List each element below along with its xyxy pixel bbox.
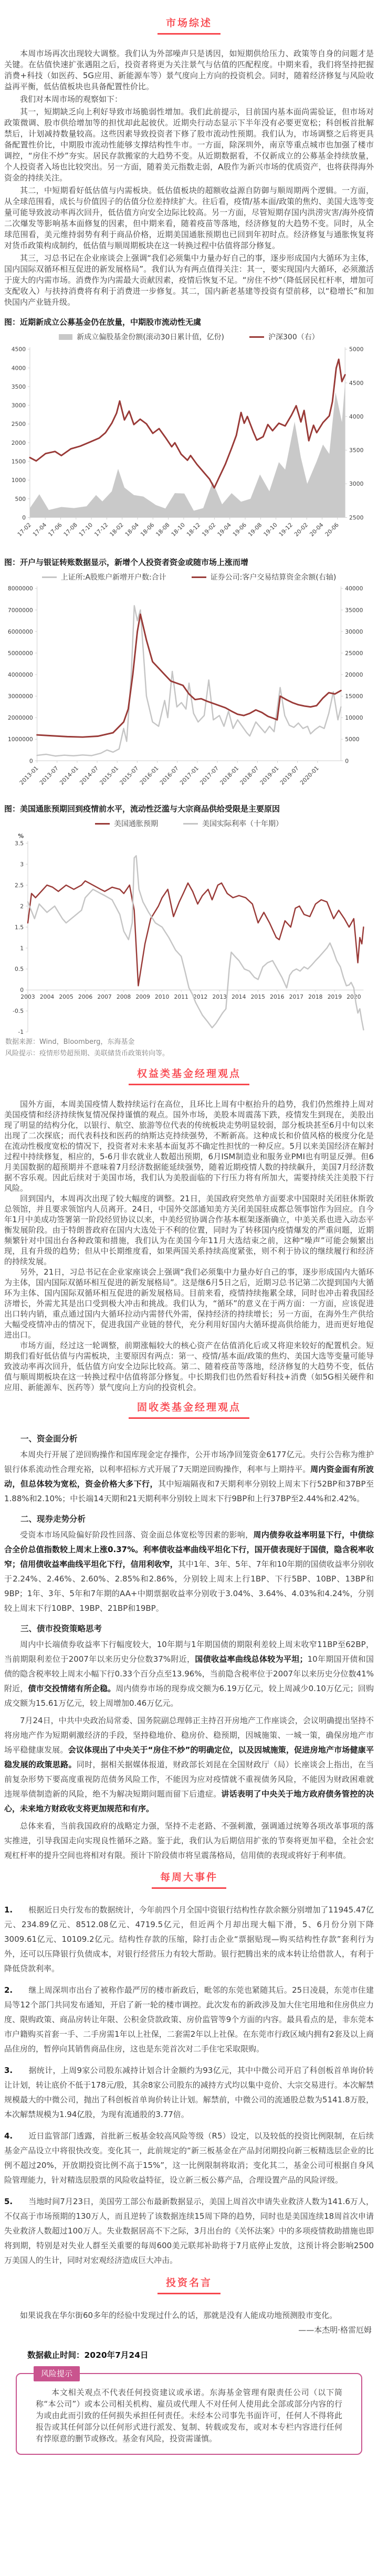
svg-text:2015-01: 2015-01 xyxy=(98,765,120,787)
svg-text:2009: 2009 xyxy=(135,993,150,1000)
svg-text:2010: 2010 xyxy=(154,993,170,1000)
legend-label: 沪深300（右） xyxy=(268,333,319,341)
svg-text:1: 1 xyxy=(20,945,24,952)
legend-item xyxy=(42,572,166,582)
svg-text:20-02: 20-02 xyxy=(292,521,310,538)
equity-view-section xyxy=(4,1099,374,1393)
svg-text:2011: 2011 xyxy=(174,993,188,1000)
svg-text:4500: 4500 xyxy=(11,346,26,353)
svg-text:2012: 2012 xyxy=(193,993,208,1000)
svg-text:2000: 2000 xyxy=(11,439,26,446)
event-number: 2. xyxy=(4,1985,13,1995)
svg-text:-0.5: -0.5 xyxy=(13,1008,24,1015)
svg-text:19-08: 19-08 xyxy=(247,521,264,538)
chart-plot xyxy=(4,584,374,795)
svg-text:25000: 25000 xyxy=(345,650,363,657)
event-number: 4. xyxy=(4,2131,13,2141)
svg-text:2008: 2008 xyxy=(116,993,131,1000)
svg-text:1500: 1500 xyxy=(11,458,26,465)
svg-text:19-04: 19-04 xyxy=(216,521,233,538)
legend-item xyxy=(183,818,283,829)
svg-text:2015: 2015 xyxy=(250,993,265,1000)
event-number: 5. xyxy=(4,2197,13,2207)
svg-text:4500: 4500 xyxy=(349,379,364,387)
svg-text:500: 500 xyxy=(15,495,26,503)
svg-text:2019-01: 2019-01 xyxy=(258,765,280,787)
svg-text:18-04: 18-04 xyxy=(123,521,141,538)
svg-text:4000: 4000 xyxy=(349,413,364,420)
paragraph: 我们对本周市场的观察如下： xyxy=(20,94,123,104)
svg-text:1000000: 1000000 xyxy=(7,736,33,743)
svg-text:2018-01: 2018-01 xyxy=(218,765,240,787)
legend-swatch xyxy=(42,576,57,578)
event-text: 当地时间7月23日，美国劳工部公布最新数据显示，美国上周首次申请失业救济人数为141.6万人，不仅高于市场预期的130万人，而且逆转了该数据连续15周下降的趋势，同时也是美国连续18周首次申请失业救济人数超过100万人。失业数据居高不下之际，3月出台的《关怀法案》中的多项疫情救助措施也即将到期，特别是对失业人群至关重要的每周600美元联邦补助将于7月底停止发放，这预计将会影响2500万美国人的生计，同时对宏观经济造成巨大冲击。 xyxy=(4,2197,374,2265)
event-text: 根据近日央行发布的数据统计，今年前四个月全国中资银行结构性存款余额分别增加了11945.47亿元、234.89亿元、8512.08亿元、4719.5亿元，但近两个月却出现大幅下滑，5、6月份分别下降3009.61亿元、10109.2亿元。结构性存款的压缩，除打击企业“票据贴现—购买结构性存款”套利行为外，还可以压降银行负债成本，对银行经营压力有较大帮助。银行把腾出来的成本转让给借款人，有利于降低贷款利率。 xyxy=(4,1905,374,1974)
svg-text:5000: 5000 xyxy=(349,346,364,353)
svg-text:3000000: 3000000 xyxy=(7,693,33,700)
svg-text:18-06: 18-06 xyxy=(139,521,156,538)
legend-item xyxy=(95,818,158,829)
svg-text:2019: 2019 xyxy=(327,993,342,1000)
event-item xyxy=(4,2129,374,2187)
legend-label: 美国通胀预期 xyxy=(114,820,158,829)
legend-label: 新成立偏股基金份额(滚动30日累计值，亿份) xyxy=(77,333,224,341)
svg-text:0: 0 xyxy=(22,514,26,521)
chart-plot xyxy=(4,344,374,548)
section-title-text: 每周大事件 xyxy=(152,1869,226,1889)
paragraph: 周内中长端债券收益率下行幅度较大，10年期与1年期国债的期限利差较上周末收窄11BP至62BP，当前期限利差位于2007年以来历史分位数37%附近，国债收益率曲线总体较为平坦；10年期国开债和国债的隐含税率较上周末小幅下行0.33个百分点至13.96%，当前隐含税率位于2007年以来历史分位数41%附近，债市交投情绪有所企稳。周内债券市场的现券成交额为6.19万亿元，较上周减少0.10万亿元；回购成交额为15.61万亿元，较上周增加0.46万亿元。 xyxy=(4,1640,374,1708)
section-title-market-summary xyxy=(4,15,374,35)
section-title-investment-quote xyxy=(4,2274,374,2294)
svg-text:2020-01: 2020-01 xyxy=(298,765,320,787)
risk-note: 风险提示：疫情形势超预期、美联储货币政策转向等。 xyxy=(5,1050,170,1058)
event-text: 近日监管部门透露，首批新三板基金较高风险等级（R5）设定，以及较低的投资比例限制，在后续基金产品设立中将很快改变。变化其一，此前规定的“新三板基金在产品封闭期投向新三板精选层企业的比例不超过20%，开放期投资比例不高于15%”，这一比例限制将取消；变化其二，基金公司可根据自身风险管理能力，针对精选层股票的风险收益特征，设立新三板公募产品，合理设置产品的风险评级。 xyxy=(4,2131,374,2185)
event-number: 1. xyxy=(4,1905,13,1915)
svg-text:17-06: 17-06 xyxy=(47,521,64,538)
svg-text:3.5: 3.5 xyxy=(15,840,24,847)
svg-text:3500: 3500 xyxy=(349,447,364,454)
paragraph: 其二，中短期看好低估值与内需板块。低估值板块的超额收益源自防御与顺周期两个逻辑。一方面，从全球范围看，成长与价值因子的估值分位差持续扩大。往后看，疫情/基本面/政策的焦灼、美国大选等变量可能导致波动率再次回升，低估值方向安全边际比较高。另一方面，尽管短期存国内洪涝灾害/海外疫情二次爆发等影响基本面修复的因素，但中期来看，随着疫苗等落地，经济修复的大趋势不变。同时，从全球范围看，美元维持弱势有利于商品价格，近期美国通胀预期也已回到年初时点。经济修复与通胀恢复将对货币政策构成制约，低估值与顺周期板块在这一转换过程中估值将部分修复。 xyxy=(4,186,374,250)
chart-legend xyxy=(4,571,374,583)
paragraph: 总体来看，当前我国政府的战略定力强，坚持不走老路、不强刺激，强调通过统筹各项改革事项的落实推进，引导我国走向实现良性循环之路。鉴于此，我们认为后期信用扩张的节奏将更加平稳，全社会宏观杠杆率的提升空间也将相对有限。预计下阶段债市将呈震荡格局，信用债的表现或将好于利率债。 xyxy=(4,1821,374,1861)
event-number: 3. xyxy=(4,2066,13,2076)
svg-text:8000000: 8000000 xyxy=(7,585,33,592)
svg-text:18-08: 18-08 xyxy=(154,521,171,538)
svg-text:2017-01: 2017-01 xyxy=(178,765,200,787)
legend-label: 上证所:A股账户新增开户数:合计 xyxy=(60,573,166,582)
svg-text:2018-07: 2018-07 xyxy=(238,765,260,787)
event-item xyxy=(4,2194,374,2268)
svg-text:2000000: 2000000 xyxy=(7,714,33,722)
chart-plot xyxy=(4,831,374,1036)
quote-attribution: ——本杰明·格雷厄姆 xyxy=(298,2325,372,2335)
subsection-heading: 三、债市投资策略思考 xyxy=(20,1624,102,1634)
svg-text:2500: 2500 xyxy=(11,421,26,428)
data-cutoff-date: 数据截止时间：2020年7月24日 xyxy=(27,2350,149,2360)
svg-text:3500: 3500 xyxy=(11,383,26,390)
legend-label: 美国实际利率（十年期） xyxy=(202,820,283,829)
svg-text:35000: 35000 xyxy=(345,606,363,614)
svg-text:40000: 40000 xyxy=(345,585,363,592)
paragraph: 7月24日，中共中央政治局常委、国务院副总理韩正主持召开房地产工作座谈会，会议明确提出坚持不将房地产作为短期刺激经济的手段，坚持稳地价、稳房价、稳预期，因城施策、一城一策，确保房地产市场平稳健康发展。会议体现出了中央关于“房住不炒”的明确定位，以及因城施策，促进房地产市场健康平稳发展的政策思路。同时，据相关据媒体报道，财政部长刘昆在全国财政厅（局）长座谈会上指出，在当前复杂形势下要高度重视防范债务风险工作，不能因为应对疫情就不重视债务风险，不能因为财政困难就违规举债制造新的风险，绝不为解决短期问题而留下后遗症。讲话表明了中央关于地方政府债务管控的决心，未来地方财政收支将更加规范和有序。 xyxy=(4,1716,374,1814)
section-title-text: 投资名言 xyxy=(158,2275,220,2294)
svg-text:3: 3 xyxy=(20,861,24,868)
svg-text:2.5: 2.5 xyxy=(15,882,24,889)
svg-text:2019-07: 2019-07 xyxy=(278,765,300,787)
risk-disclaimer-text: 本文相关观点不代表任何投资建议或承诺。东海基金管理有限责任公司（以下简称“本公司”）或本公司相关机构、雇员或代理人不对任何人使用此全部或部分内容的行为或由此而引致的任何损失承担任何责任。未经本公司事先书面许可，任何人不得将此报告或其任何部分以任何形式进行派发、复制、转载或发布，或对本专栏内容进行任何有悖原意的删节或修改。基金有风险，投资需谨慎。 xyxy=(36,2388,342,2444)
svg-text:2016-01: 2016-01 xyxy=(138,765,160,787)
data-source-note: 数据来源：Wind，Bloomberg，东海基金 xyxy=(5,1038,135,1046)
svg-text:2020: 2020 xyxy=(346,993,361,1000)
section-title-fixed-income-view xyxy=(4,1399,374,1419)
paragraph: 市场方面，经过这一轮调整，前期涨幅较大的核心资产在估值消化后或又将迎来较好的配置机会。短期我们看好低估值与内需板块，主要原因有两点：第一、疫情/基本面/政策的焦灼、美国大选等变量可能导致波动率再次回升，低估值方向安全边际比较高。第二、随着疫苗等落地，经济修复的大趋势不变，低估值与顺周期板块在这一转换过程中估值将部分修复。中长期我们也仍然看好科技+消费（如5G相关硬件和应用、新能源车、医药等）景气度向上方向的投资机会。 xyxy=(4,1341,374,1393)
paragraph: 其一，短期缺乏向上利好导致市场脆弱性增加。我们此前提示，目前国内基本面尚需验证，但市场对政策微调、股市供给增加等的担忧却此起彼伏。近期央行动态显示下半年没有必要更宽松；科创板首批解禁后，计划减持数量较高。这些因素导致投资者下修了股市流动性预期。我们认为，市场调整之后将更具备配置性价比，中期股市流动性能够支撑结构性牛市。一方面，除深圳外，南京等重点城市也加强了楼市调控，“房住不炒”夯实。居民存款搬家的大趋势不变。从近期数据看，不仅新成立的公募基金持续放量，个人投资者入场也比较突出。另一方面，随着美元指数走弱，A股作为新兴市场的优质资产，也将获得海外资金的持续关注。 xyxy=(4,107,374,183)
subsection-heading: 一、资金面分析 xyxy=(20,1434,78,1444)
svg-text:2015-07: 2015-07 xyxy=(118,765,140,787)
svg-text:18-10: 18-10 xyxy=(170,521,186,538)
svg-text:6000000: 6000000 xyxy=(7,628,33,636)
svg-text:1.5: 1.5 xyxy=(15,924,24,931)
svg-text:19-06: 19-06 xyxy=(231,521,248,538)
section-title-equity-view xyxy=(4,1065,374,1085)
paragraph: 本周央行开展了逆回购操作和国库现金定存操作，公开市场净回笼资金6177亿元。央行公告称为维护银行体系流动性合理充裕，以利率招标方式开展了7天期逆回购操作，利率与上期持平。周内资金面有所波动，但总体较为宽松，资金价格大多下行，其中短端隔夜和7天期利率分别较上周末下行52BP和37BP至1.88%和2.10%；中长端14天期和21天期利率分别较上周末下行9BP和上行37BP至2.44%和2.42%。 xyxy=(4,1450,374,1504)
legend-label: 证券公司:客户交易结算资金余额(右轴) xyxy=(210,573,337,582)
svg-text:0: 0 xyxy=(345,757,349,765)
paragraph: 回到国内，本周再次出现了较大幅度的调整。21日，美国政府突然单方面要求中国限时关闭驻休斯敦总领馆，并且要求领馆内人员离开。24日，中国外交部通知美方关闭美国驻成都总领事馆作为回应。自今年1月中美成功签署第一阶段经贸协议以来，中美经贸协调合作基本框架逐渐确立，中美关系也进入动态平衡发展阶段。由于特朗普政府在国内大选处于不利的位置，同时为了转移国内疫情爆发的严重问题，近期频繁针对中国出台各种政策和措施，我们认为在美国今年11月大选结束之前，这种“噪声”可能会频繁出现，且有升级的趋势；但从中长期维度看，如果两国关系持续高度紧张，则不利于协议的继续履行和经济的持续发展。 xyxy=(4,1194,374,1267)
svg-text:19-02: 19-02 xyxy=(201,521,217,538)
chart-new-fund-issuance xyxy=(4,316,374,548)
paragraph: 国外方面，本周美国疫情人数持续运行在高位，且环比上周有中枢抬升的趋势，我们仍然维持上周对美国疫情和经济持续恢复情况保持谨慎的观点。国外市场，美股本周震荡下跌，疫情发生到现在，美股出现了明显的结构分化，以银行、航空、旅游等位代表的传统板块走势明显较弱，部分板块甚至6月中旬以来出现了二次探底；而代表科技和医药的纳斯达克持续强势，不断新高。这种成长和价值风格的极度分化是在流动性极度宽松的情况下，投资者对未来基本面复苏不确定性担忧的一种反应。5月以来美国经济在解封过程中持续修复，相应的，5-6月非农就业人数超出预期，6月ISM制造业和服务业PMI也有明显反弹。但6月美国数据的超预期并不意味着7月经济数据能延续强势，随着近期疫情人数的持续飙升，美国7月经济数据不容乐观。因此后续对于美国市场，我们认为美股面临的下行压力将有所加大，需要持续关注美股下行风险。 xyxy=(4,1099,374,1193)
svg-text:19-12: 19-12 xyxy=(277,521,294,538)
svg-text:4000: 4000 xyxy=(11,365,26,372)
svg-text:2018: 2018 xyxy=(308,993,323,1000)
legend-swatch xyxy=(95,823,110,825)
legend-item xyxy=(249,332,319,342)
svg-text:2: 2 xyxy=(20,903,24,910)
legend-swatch xyxy=(192,576,206,578)
svg-text:1000: 1000 xyxy=(11,477,26,484)
svg-text:3000: 3000 xyxy=(11,402,26,409)
quote-text: 如果说我在华尔街60多年的经验中发现过什么的话，那就是没有人能成功地预测股市变化。 xyxy=(20,2311,338,2321)
svg-text:0: 0 xyxy=(29,757,33,765)
chart-title: 图：近期新成立公募基金仍在放量，中期股市流动性无虞 xyxy=(4,317,202,327)
event-item xyxy=(4,1902,374,1976)
chart-legend xyxy=(4,330,374,343)
svg-text:-1: -1 xyxy=(18,1029,24,1036)
chart-legend xyxy=(4,817,374,830)
legend-swatch xyxy=(59,334,72,340)
svg-text:2017: 2017 xyxy=(289,993,304,1000)
svg-text:18-02: 18-02 xyxy=(108,521,125,538)
svg-text:17-02: 17-02 xyxy=(16,521,33,538)
svg-text:2007: 2007 xyxy=(97,993,112,1000)
svg-text:17-04: 17-04 xyxy=(31,521,48,538)
chart-title: 图：开户与银证转账数据显示，新增个人投资者资金或随市场上涨而增 xyxy=(4,558,249,568)
svg-text:2014: 2014 xyxy=(232,993,246,1000)
subsection-heading: 二、现券走势分析 xyxy=(20,1514,86,1524)
weekly-events-section xyxy=(4,1902,374,2268)
svg-text:2013: 2013 xyxy=(212,993,227,1000)
quote-section xyxy=(4,2310,374,2335)
paragraph: 另外，21日，习总书记在企业家座谈会上强调“我们必须集中力量办好自己的事，逐步形成国内大循环为主体，国内国际双循环相互促进的新发展格局”。这是继6月5日之后，近期习总书记第二次提到国内大循环为主体、国内国际双循环相互促进的新发展格局。目前来看，疫情持续拖累全球，同时也冲击着我国经济增长，外需尤其是出口受到极大冲击和挑战。我们认为，“循环”的意义在于两方面：一方面，应该促进出口转内销，重点通过国内大循环拉动内需替代外需，保持经济的持续增长；另一方面，在海外生产供给大幅受疫情冲击的情况下，促进我国产业链的替代，充分利用好国内大循环提高供给能力，进而更好地促进出口。 xyxy=(4,1267,374,1340)
svg-text:30000: 30000 xyxy=(345,628,363,636)
fixed-income-view-section xyxy=(4,1433,374,1863)
svg-text:2004: 2004 xyxy=(39,993,55,1000)
svg-text:19-10: 19-10 xyxy=(262,521,279,538)
paragraph: 其三，习总书记在企业座谈会上强调“我们必须集中力量办好自己的事，逐步形成国内大循环为主体，国内国际双循环相互促进的新发展格局”。我们认为有两点值得关注：其一，要实现国内大循环，必须激活于庞大的内需市场。消费作为内需最大贡献因素，疫情后恢复不足。“房住不炒”（降低居民杠杆率，增加可支配收入）与扶持消费将有利于消费进一步修复。其二，国内新老基建等投资有望前移，以“稳增长”和加快国内产业链升级。 xyxy=(4,253,374,307)
svg-text:2013-07: 2013-07 xyxy=(38,765,60,787)
svg-text:0: 0 xyxy=(20,987,24,994)
svg-text:2017-07: 2017-07 xyxy=(198,765,220,787)
svg-text:2014-07: 2014-07 xyxy=(78,765,100,787)
svg-text:17-08: 17-08 xyxy=(62,521,79,538)
chart-us-inflation-expectation xyxy=(4,803,374,1036)
event-text: 据统计，上周9家公司股东减持计划合计金额约为93亿元，其中中微公司开启了科创板首单询价转让计划，转让底价不低于178元/股，其余8家公司股东的减持方式均以集中竞价、大宗交易进行。本次解禁规模最大的中微公司，抛出了科创板首单询价转让计划。解禁前，中微公司的流通股总数为5141.8万股，本次解禁规模为1.94亿股，为现有流通股的3.77倍。 xyxy=(4,2066,374,2120)
svg-text:2016: 2016 xyxy=(270,993,285,1000)
svg-text:7000000: 7000000 xyxy=(7,606,33,614)
paragraph: 受资本市场风险偏好阶段性回落、资金面总体宽松等因素的影响，周内债券收益率明显下行，中债综合全价总值指数较上周末上涨0.37%。利率债收益率曲线平坦化下行，国开债表现好于国债，隐含税率收窄；信用债收益率曲线平坦化下行，信用利收窄，其中1年、3年、5年、7年和10年期的国债收益率分别收于2.24%、2.46%、2.60%、2.85%和2.86%，分别较上周末上行1BP、下行5BP、10BP、13BP和9BP；1年、3年、5年和7年期的AA+中期票据收益率分别收于3.04%、3.64%、4.03%和4.24%，分别较上周末下行10BP、19BP、21BP和19BP。 xyxy=(4,1530,374,1613)
legend-item xyxy=(192,572,337,582)
risk-disclaimer-label: 风险提示 xyxy=(34,2366,80,2381)
svg-text:2006: 2006 xyxy=(78,993,93,1000)
svg-text:5000: 5000 xyxy=(345,736,360,743)
section-title-weekly-events xyxy=(4,1869,374,1889)
svg-text:2005: 2005 xyxy=(59,993,74,1000)
svg-text:20-04: 20-04 xyxy=(308,521,325,538)
svg-text:17-10: 17-10 xyxy=(77,521,94,538)
report-footer xyxy=(4,2349,374,2455)
event-item xyxy=(4,2063,374,2122)
paragraph: 本周市场再次出现较大调整。我们认为外部噪声只是诱因，如短期供给压力、政策等自身的问题才是关键。在估值快速扩张遇阻之后，投资者将更为关注景气与估值的匹配程度。中期来看，我们将坚持把握消费+科技（如医药、5G应用、新能源车等）景气度向上方向的投资机会。同时，随着经济修复与风险收益再平衡，低估值板块也具备配置性价比。 xyxy=(4,49,374,91)
legend-swatch xyxy=(183,823,198,825)
svg-text:17-12: 17-12 xyxy=(93,521,110,538)
svg-text:2013-01: 2013-01 xyxy=(18,765,40,787)
svg-text:4000000: 4000000 xyxy=(7,671,33,679)
section-title-text: 固收类基金经理观点 xyxy=(129,1399,249,1419)
event-item xyxy=(4,1983,374,2056)
svg-text:20-06: 20-06 xyxy=(323,521,340,538)
legend-item xyxy=(59,332,224,342)
svg-text:10000: 10000 xyxy=(345,714,363,722)
event-text: 继上周深圳市出台了被称作最严厉的楼市新政后，毗邻的东莞也紧随其后。25日凌晨，东莞市住建局等12个部门共同发布通知，开启了新一轮的楼市调控。此次发布的新政涉及加大住宅用地和住房供应力度、限购政策、商品房转让年限、公积金贷款政策、房价监管等9个方面的内容。最具看点的是，非东莞本市户籍购买首套一手、二手房需1年以上社保，二套需2年以上社保。在东莞市行政区域内拥有2套及以上商品住房的，暂停向其销售商品住房，这也是东莞首次对二手住宅采取限购。 xyxy=(4,1985,374,2054)
svg-text:2500: 2500 xyxy=(349,514,364,521)
svg-text:20000: 20000 xyxy=(345,671,363,679)
svg-text:2003: 2003 xyxy=(20,993,35,1000)
market-summary-section xyxy=(4,48,374,308)
section-title-text: 权益类基金经理观点 xyxy=(129,1066,249,1085)
svg-text:2016-07: 2016-07 xyxy=(158,765,180,787)
svg-text:15000: 15000 xyxy=(345,693,363,700)
risk-disclaimer-box xyxy=(16,2369,362,2455)
svg-text:18-12: 18-12 xyxy=(185,521,202,538)
svg-text:5000000: 5000000 xyxy=(7,650,33,657)
svg-text:0.5: 0.5 xyxy=(15,966,24,973)
svg-text:2014-01: 2014-01 xyxy=(58,765,80,787)
chart-account-openings xyxy=(4,557,374,795)
svg-text:%: % xyxy=(18,832,24,840)
section-title-text: 市场综述 xyxy=(158,15,220,35)
svg-text:3000: 3000 xyxy=(349,480,364,488)
chart-title: 图：美国通胀预期回到疫情前水平，流动性泛滥与大宗商品供给受限是主要原因 xyxy=(4,804,280,814)
legend-swatch xyxy=(249,336,264,338)
